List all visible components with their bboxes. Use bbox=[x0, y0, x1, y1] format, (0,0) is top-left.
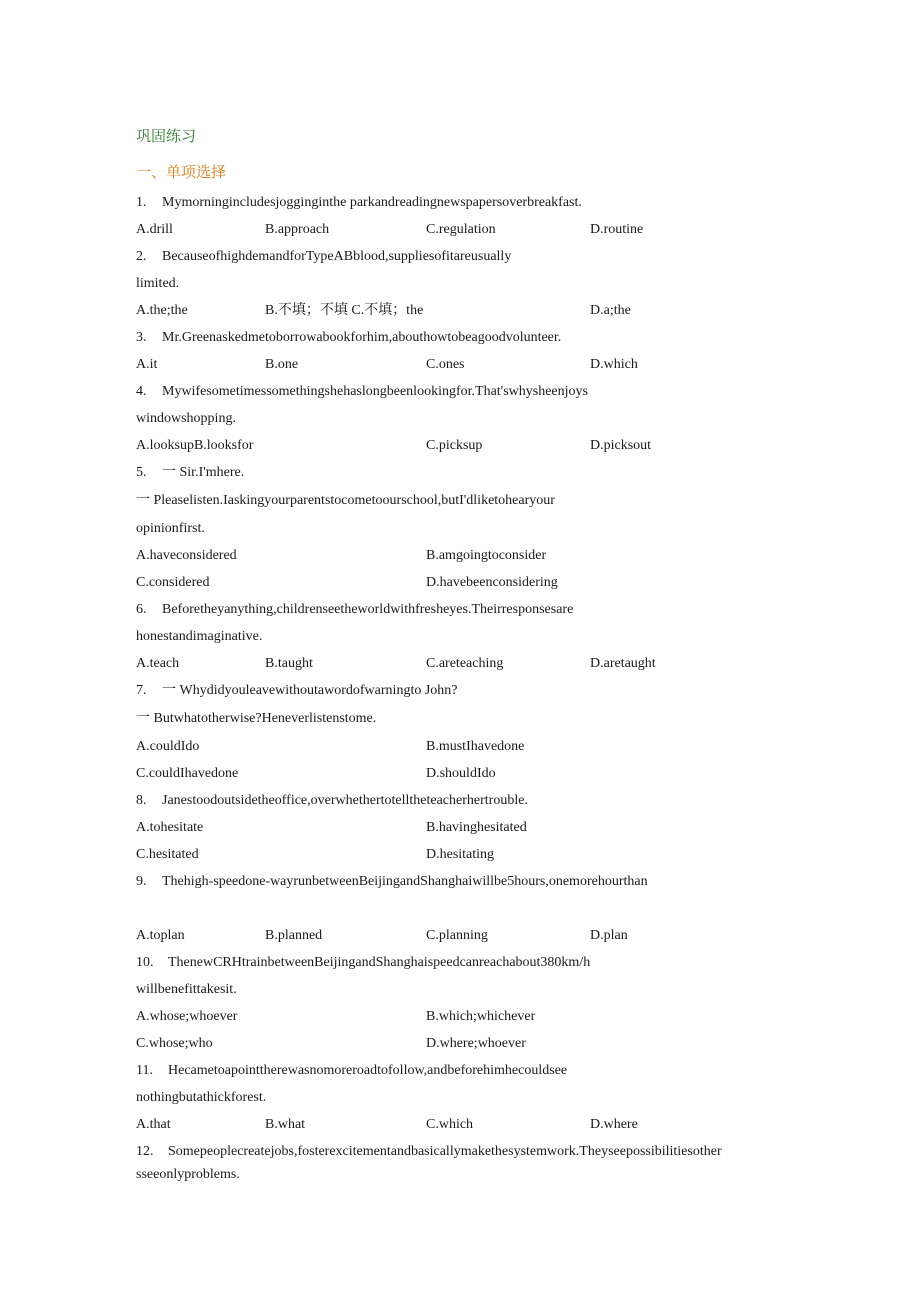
question-text: Mywifesometimessomethingshehaslongbeenlookingfor.That'swhysheenjoys bbox=[162, 384, 588, 399]
option: B.what bbox=[265, 1117, 306, 1132]
options-row bbox=[136, 841, 796, 868]
question-text: 一 Sir.I'mhere. bbox=[162, 465, 245, 480]
question-1 bbox=[136, 189, 796, 216]
blank-line bbox=[136, 895, 796, 922]
question-text-continued: windowshopping. bbox=[136, 411, 236, 426]
options-row bbox=[136, 1030, 796, 1057]
option: B.one bbox=[265, 357, 299, 372]
option: A.it bbox=[136, 357, 158, 372]
question-text-continued: opinionfirst. bbox=[136, 521, 205, 536]
question-6 bbox=[136, 596, 796, 623]
options-row bbox=[136, 297, 796, 324]
question-text: Janestoodoutsidetheoffice,overwhethertotelltheteacherhertrouble. bbox=[162, 793, 528, 808]
option: C.whose;who bbox=[136, 1036, 213, 1051]
option: D.a;the bbox=[590, 303, 631, 318]
section-title: 巩固练习 bbox=[136, 127, 197, 145]
option: A.haveconsidered bbox=[136, 548, 237, 563]
question-text: Somepeoplecreatejobs,fosterexcitementandbasicallymakethesystemwork.Theyseepossibilitiesother bbox=[168, 1144, 722, 1159]
question-text: Mymorningincludesjogginginthe parkandreadingnewspapersoverbreakfast. bbox=[162, 195, 582, 210]
question-number: 4. bbox=[136, 384, 147, 399]
option: B.taught bbox=[265, 656, 313, 671]
option: A.drill bbox=[136, 222, 173, 237]
option: C.regulation bbox=[426, 222, 496, 237]
question-text: BecauseofhighdemandforTypeABblood,suppliesofitareusually bbox=[162, 249, 512, 264]
option: D.where bbox=[590, 1117, 638, 1132]
options-row bbox=[136, 814, 796, 841]
question-12 bbox=[136, 1138, 796, 1165]
option: D.hesitating bbox=[426, 847, 495, 862]
option: C.areteaching bbox=[426, 656, 504, 671]
option: A.teach bbox=[136, 656, 180, 671]
option: C.considered bbox=[136, 575, 210, 590]
option: C.planning bbox=[426, 928, 488, 943]
option: B.which;whichever bbox=[426, 1009, 536, 1024]
option: D.where;whoever bbox=[426, 1036, 526, 1051]
question-text-continued: sseeonlyproblems. bbox=[136, 1167, 240, 1182]
option: B.approach bbox=[265, 222, 330, 237]
question-number: 9. bbox=[136, 874, 147, 889]
option: C.ones bbox=[426, 357, 465, 372]
options-row bbox=[136, 351, 796, 378]
option: B.havinghesitated bbox=[426, 820, 527, 835]
question-text-continued: 一 Pleaselisten.Iaskingyourparentstocometoourschool,butI'dliketohearyour bbox=[136, 493, 555, 508]
options-row bbox=[136, 1111, 796, 1138]
options-row bbox=[136, 216, 796, 243]
question-text: 一 Whydidyouleavewithoutawordofwarningto John? bbox=[162, 683, 458, 698]
question-number: 3. bbox=[136, 330, 147, 345]
question-text-continued: honestandimaginative. bbox=[136, 629, 263, 644]
question-text: Thehigh-speedone-wayrunbetweenBeijingandShanghaiwillbe5hours,onemorehourthan bbox=[162, 874, 648, 889]
question-number: 11. bbox=[136, 1063, 153, 1078]
option: D.shouldIdo bbox=[426, 766, 496, 781]
option: A.toplan bbox=[136, 928, 185, 943]
option: B.mustIhavedone bbox=[426, 739, 525, 754]
options-row bbox=[136, 1003, 796, 1030]
options-row bbox=[136, 542, 796, 569]
options-row bbox=[136, 922, 796, 949]
option: A.the;the bbox=[136, 303, 188, 318]
option: C.hesitated bbox=[136, 847, 199, 862]
option: D.which bbox=[590, 357, 638, 372]
option: C.couldIhavedone bbox=[136, 766, 239, 781]
question-number: 5. bbox=[136, 465, 147, 480]
option: B.不填；不填 C.不填；the bbox=[265, 303, 424, 318]
question-5 bbox=[136, 459, 796, 487]
question-text-continued: willbenefittakesit. bbox=[136, 982, 237, 997]
option: D.picksout bbox=[590, 438, 652, 453]
question-7 bbox=[136, 677, 796, 705]
option: C.which bbox=[426, 1117, 474, 1132]
option: D.havebeenconsidering bbox=[426, 575, 558, 590]
option: D.plan bbox=[590, 928, 628, 943]
options-row bbox=[136, 760, 796, 787]
option: D.aretaught bbox=[590, 656, 656, 671]
question-number: 10. bbox=[136, 955, 154, 970]
option: A.tohesitate bbox=[136, 820, 204, 835]
question-text: Beforetheyanything,childrenseetheworldwithfresheyes.Theirresponsesare bbox=[162, 602, 574, 617]
options-row bbox=[136, 733, 796, 760]
question-4 bbox=[136, 378, 796, 405]
option: B.planned bbox=[265, 928, 323, 943]
question-3 bbox=[136, 324, 796, 351]
option: A.looksupB.looksfor bbox=[136, 438, 254, 453]
question-9 bbox=[136, 868, 796, 895]
question-number: 2. bbox=[136, 249, 147, 264]
option: D.routine bbox=[590, 222, 644, 237]
question-text: Hecametoapointtherewasnomoreroadtofollow,andbeforehimhecouldsee bbox=[168, 1063, 568, 1078]
option: A.couldIdo bbox=[136, 739, 200, 754]
option: A.whose;whoever bbox=[136, 1009, 238, 1024]
question-text: Mr.Greenaskedmetoborrowabookforhim,abouthowtobeagoodvolunteer. bbox=[162, 330, 562, 345]
part-title: 一、单项选择 bbox=[136, 163, 227, 181]
question-2 bbox=[136, 243, 796, 270]
question-number: 1. bbox=[136, 195, 147, 210]
question-number: 7. bbox=[136, 683, 147, 698]
options-row bbox=[136, 650, 796, 677]
option: C.picksup bbox=[426, 438, 483, 453]
question-text-continued: 一 Butwhatotherwise?Heneverlistenstome. bbox=[136, 711, 377, 726]
question-number: 6. bbox=[136, 602, 147, 617]
options-row bbox=[136, 432, 796, 459]
question-number: 12. bbox=[136, 1144, 154, 1159]
question-text-continued: limited. bbox=[136, 276, 180, 291]
question-number: 8. bbox=[136, 793, 147, 808]
question-8 bbox=[136, 787, 796, 814]
document-page bbox=[136, 126, 796, 1185]
question-10 bbox=[136, 949, 796, 976]
options-row bbox=[136, 569, 796, 596]
option: A.that bbox=[136, 1117, 171, 1132]
question-text: ThenewCRHtrainbetweenBeijingandShanghaispeedcanreachabout380km/h bbox=[168, 955, 591, 970]
question-text-continued: nothingbutathickforest. bbox=[136, 1090, 267, 1105]
question-11 bbox=[136, 1057, 796, 1084]
option: B.amgoingtoconsider bbox=[426, 548, 547, 563]
